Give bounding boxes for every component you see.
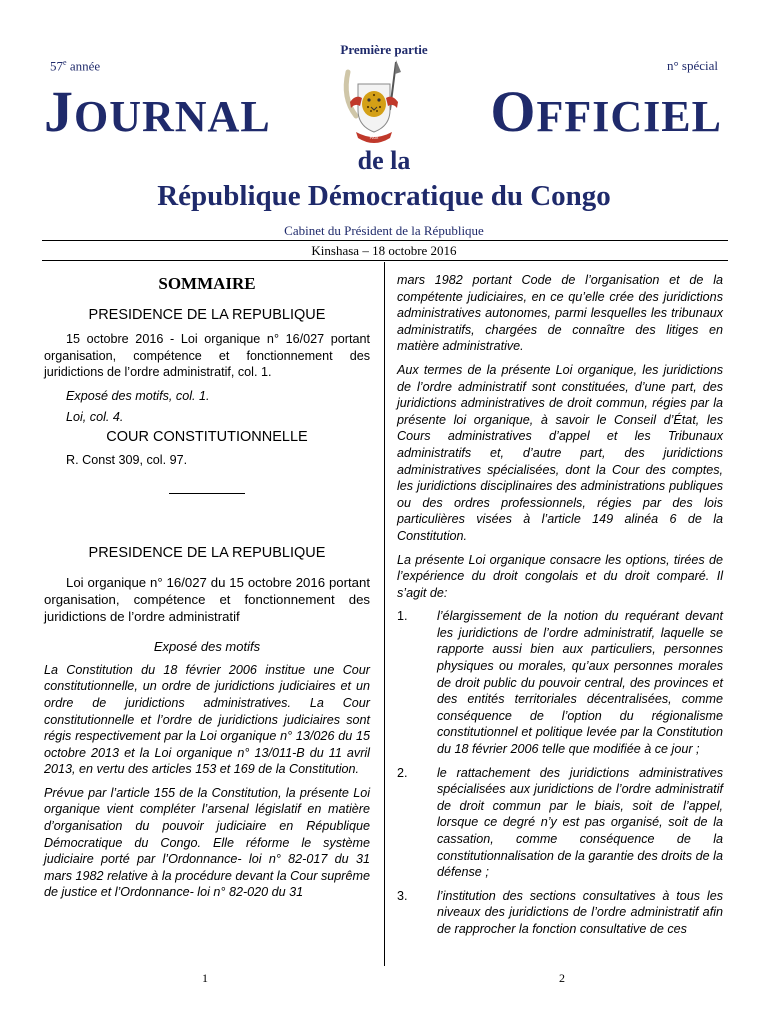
sommaire-item: R. Const 309, col. 97.: [66, 452, 188, 467]
section-heading-cour: COUR CONSTITUTIONNELLE: [106, 429, 308, 446]
body-paragraph: Prévue par l’article 155 de la Constitution, la présente Loi organique vient compléter l’arsenal législatif en matière d’organisation du pouvoir judiciaire en République Démocratique du Congo. Elle réforme le système judiciaire porté par l’Ordonnance- loi n° 82-017 du 31 mars 1982 relative à la procédure devant la Cour suprême de justice et l’Ordonnance- loi n° 82-020 du 31: [44, 785, 370, 900]
numbered-list: [397, 608, 723, 937]
masthead-rule-top: [42, 240, 728, 241]
coat-of-arms-emblem: [338, 58, 410, 150]
country-title: République Démocratique du Congo: [157, 180, 611, 212]
issue-label: n° spécial: [666, 58, 718, 73]
year-label: 57e année: [50, 58, 101, 74]
list-item: 1. l’élargissement de la notion du requérant devant les juridictions de l’ordre administratif, laquelle se rapporte aussi bien aux particuliers, personnes physiques ou morales, qu’aux personnes morales de droit public du pouvoir central, des provinces et des entités territoriales décentralisées, comme conséquence de l’option du régionalisme constitutionnel et politique levée par la Constitution du 18 février 2006 telle que modifiée à ce jour ;: [397, 609, 723, 757]
right-column: [397, 272, 723, 945]
body-paragraph: La présente Loi organique consacre les options, tirées de l’expérience du droit congolais et du droit comparé. Il s’agit de:: [397, 552, 723, 600]
section-heading-presidence: PRESIDENCE DE LA REPUBLIQUE: [88, 306, 326, 323]
list-item: 3. l’institution des sections consultatives à tous les niveaux des juridictions de l’ordre administratif afin de rapprocher la fonction consultative de ces: [397, 888, 723, 936]
expose-heading: Exposé des motifs: [153, 639, 261, 655]
law-title: Loi organique n° 16/027 du 15 octobre 2016 portant organisation, compétence et fonctionnement des juridictions de l’ordre administratif: [44, 574, 370, 624]
column-divider: [384, 262, 385, 966]
masthead-rule-bottom: [42, 260, 728, 261]
page-number-left: 1: [202, 971, 208, 985]
sommaire-subitem: Exposé des motifs, col. 1.: [66, 388, 210, 403]
svg-text:PAIX: PAIX: [369, 135, 379, 140]
body-paragraph: La Constitution du 18 février 2006 institue une Cour constitutionnelle, un ordre de juridictions judiciaires et un ordre de juridictions administratives. La Cour constitutionnelle et l’ordre de juridictions judiciaires sont régis respectivement par la Loi organique n° 13/026 du 15 octobre 2013 et la Loi organique n° 13/011-B du 11 avril 2013, en vertu des articles 153 et 169 de la Constitution.: [44, 662, 370, 777]
section-heading-presidence-2: PRESIDENCE DE LA REPUBLIQUE: [88, 544, 326, 561]
list-item: 2. le rattachement des juridictions administratives spécialisées aux juridictions de l’ordre administratif de droit commun par le biais, soit de l’appel, lorsque ce degré n’y est pas organisé, soit de la cassation, comme conséquence de la constitutionnalisation de la garantie des droits de la défense ;: [397, 765, 723, 880]
officiel-title-word: OFFICIEL: [490, 79, 722, 144]
part-label: Première partie: [340, 42, 428, 57]
sommaire-item: 15 octobre 2016 - Loi organique n° 16/027 portant organisation, compétence et fonctionnement des juridictions de l’ordre administratif, col. 1.: [44, 332, 370, 380]
page-number-right: 2: [559, 971, 565, 985]
body-paragraph: mars 1982 portant Code de l’organisation et de la compétente judiciaires, en ce qu’elle crée des juridictions administratives autonomes, parmi lesquelles les tribunaux administratifs, chargées de connaître des litiges en matière administrative.: [397, 273, 723, 354]
sommaire-heading: SOMMAIRE: [158, 274, 256, 293]
sommaire-subitem: Loi, col. 4.: [66, 409, 124, 424]
cabinet-line: Cabinet du Président de la République: [284, 223, 484, 238]
de-la-line: de la: [357, 146, 411, 175]
left-column: [44, 262, 370, 908]
body-paragraph: Aux termes de la présente Loi organique, les juridictions de l’ordre administratif sont constituées, d’une part, des juridictions administratives de droit commun, régies par la présente loi organique, à savoir le Conseil d’État, les Cours administratives d’appel et les Tribunaux administratifs et, d’autre part, des juridictions administratives spécialisées, dont la Cour des comptes, les juridictions disciplinaires des administrations publiques ou des ordres professionnels, régies par des lois particulières visées à l’article 149 alinéa 6 de la Constitution.: [397, 362, 723, 543]
separator-line: [44, 482, 370, 499]
dateline: Kinshasa – 18 octobre 2016: [311, 243, 457, 258]
journal-title-word: JOURNAL: [44, 79, 271, 144]
